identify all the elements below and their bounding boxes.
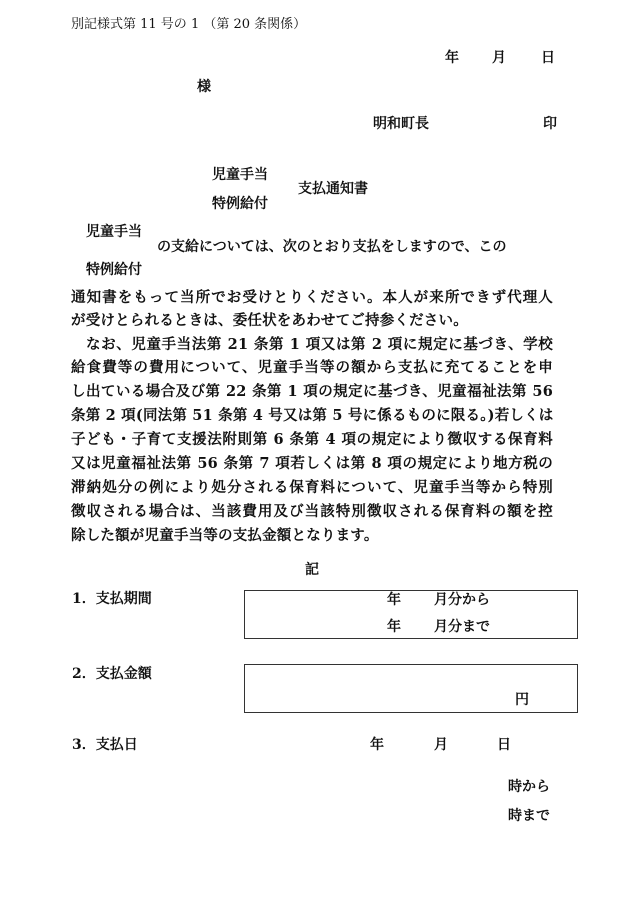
period-from-month: 月分から [434, 592, 490, 608]
pay-date-label: 3．支払日 [72, 737, 138, 753]
form-header: 別記様式第 11 号の 1 （第 20 条関係） [71, 17, 307, 32]
note-line: 徴収される場合は、当該費用及び当該特別徴収される保育料の額を控 [71, 503, 553, 520]
period-box [244, 590, 578, 639]
title-line1: 児童手当 [212, 167, 268, 183]
note-line: し出ている場合及び第 22 条第 1 項の規定に基づき、児童福祉法第 56 [71, 383, 553, 400]
pay-time-from: 時から [508, 779, 550, 795]
pay-date-month: 月 [434, 737, 448, 753]
intro-line2: 通知書をもって当所でお受けとりください。本人が来所できず代理人 [71, 289, 553, 306]
title-line2: 特例給付 [212, 196, 268, 212]
title-main: 支払通知書 [298, 181, 368, 197]
note-line: 子ども・子育て支援法附則第 6 条第 4 項の規定により徴収する保育料 [71, 431, 553, 448]
amount-label: 2．支払金額 [72, 666, 152, 682]
note-line: 条第 2 項(同法第 51 条第 4 号又は第 5 号に係るものに限る。)若しくは [71, 407, 554, 424]
amount-box [244, 664, 578, 713]
intro-line3: が受けとられるときは、委任状をあわせてご持参ください。 [71, 312, 468, 329]
issuer-name: 明和町長 [373, 116, 429, 132]
period-from-year: 年 [387, 592, 401, 608]
note-line: なお、児童手当法第 21 条第 1 項又は第 2 項に規定に基づき、学校 [86, 336, 553, 353]
pay-date-day: 日 [497, 737, 511, 753]
period-label: 1．支払期間 [72, 591, 152, 607]
issuer-seal: 印 [543, 116, 557, 132]
note-line: 滞納処分の例により処分される保育料について、児童手当等から特別 [71, 479, 553, 496]
date-day-label: 日 [541, 50, 555, 66]
date-month-label: 月 [492, 50, 506, 66]
note-line: 除した額が児童手当等の支払金額となります。 [71, 527, 379, 544]
period-to-month: 月分まで [434, 619, 490, 635]
intro-label2: 特例給付 [86, 262, 142, 278]
intro-line1: の支給については、次のとおり支払をしますので、この [157, 239, 507, 255]
amount-unit: 円 [515, 692, 529, 708]
pay-date-year: 年 [370, 737, 384, 753]
addressee-suffix: 様 [197, 79, 211, 95]
pay-time-to: 時まで [508, 808, 550, 824]
period-to-year: 年 [387, 619, 401, 635]
note-line: 又は児童福祉法第 56 条第 7 項若しくは第 8 項の規定により地方税の [71, 455, 553, 472]
ki-label: 記 [305, 562, 319, 578]
note-line: 給食費等の費用について、児童手当等の額から支払に充てることを申 [71, 359, 553, 376]
intro-label1: 児童手当 [86, 224, 142, 240]
date-year-label: 年 [445, 50, 459, 66]
